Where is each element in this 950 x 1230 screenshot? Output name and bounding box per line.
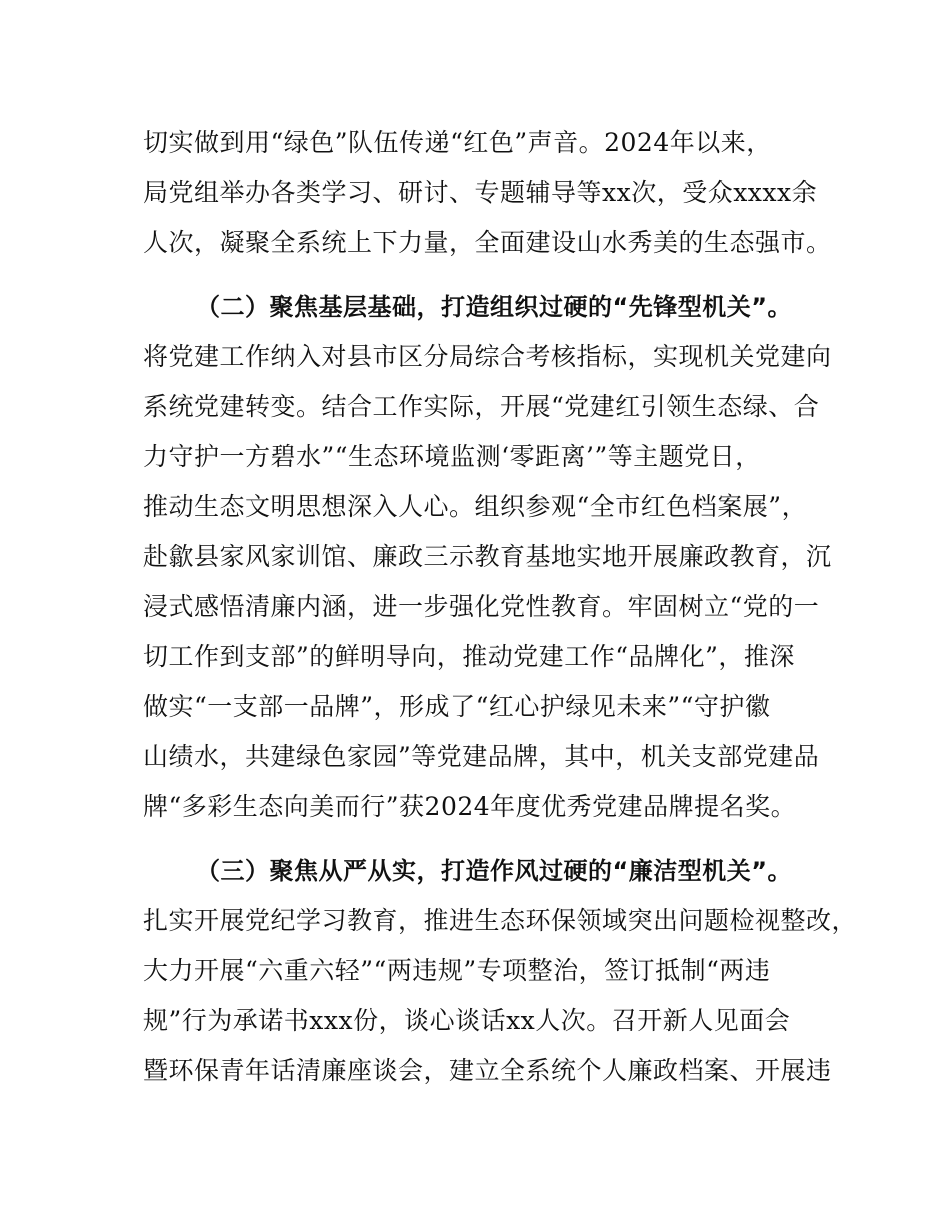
paragraph-line: 人次，凝聚全系统上下力量，全面建设山水秀美的生态强市。	[143, 228, 832, 257]
paragraph-line: 做实“一支部一品牌”，形成了“红心护绿见未来”“守护徽	[143, 692, 771, 721]
paragraph-line: 切工作到支部”的鲜明导向，推动党建工作“品牌化”，推深	[143, 642, 795, 671]
paragraph-line: 系统党建转变。结合工作实际，开展“党建红引领生态绿、合	[143, 392, 820, 421]
paragraph-line: 扎实开展党纪学习教育，推进生态环保领域突出问题检视整改，	[143, 906, 858, 935]
paragraph-line: 将党建工作纳入对县市区分局综合考核指标，实现机关党建向	[143, 342, 832, 371]
paragraph-line: 山绩水，共建绿色家园”等党建品牌，其中，机关支部党建品	[143, 742, 820, 771]
paragraph-line: 暨环保青年话清廉座谈会，建立全系统个人廉政档案、开展违	[143, 1056, 832, 1085]
paragraph-line: 规”行为承诺书xxx份，谈心谈话xx人次。召开新人见面会	[143, 1006, 791, 1035]
section-heading: （二）聚焦基层基础，打造组织过硬的“先锋型机关”。	[196, 293, 793, 321]
paragraph-line: 浸式感悟清廉内涵，进一步强化党性教育。牢固树立“党的一	[143, 592, 820, 621]
paragraph-line: 力守护一方碧水”“生态环境监测‘零距离’”等主题党日，	[143, 442, 761, 471]
paragraph-line: 局党组举办各类学习、研讨、专题辅导等xx次，受众xxxx余	[143, 178, 818, 207]
paragraph-line: 切实做到用“绿色”队伍传递“红色”声音。2024年以来，	[143, 128, 772, 157]
paragraph-line: 大力开展“六重六轻”“两违规”专项整治，签订抵制“两违	[143, 956, 771, 985]
paragraph-line: 牌“多彩生态向美而行”获2024年度优秀党建品牌提名奖。	[143, 792, 797, 821]
paragraph-line: 推动生态文明思想深入人心。组织参观“全市红色档案展”，	[143, 492, 808, 521]
paragraph-line: 赴歙县家风家训馆、廉政三示教育基地实地开展廉政教育，沉	[143, 542, 832, 571]
section-heading: （三）聚焦从严从实，打造作风过硬的“廉洁型机关”。	[196, 857, 793, 885]
